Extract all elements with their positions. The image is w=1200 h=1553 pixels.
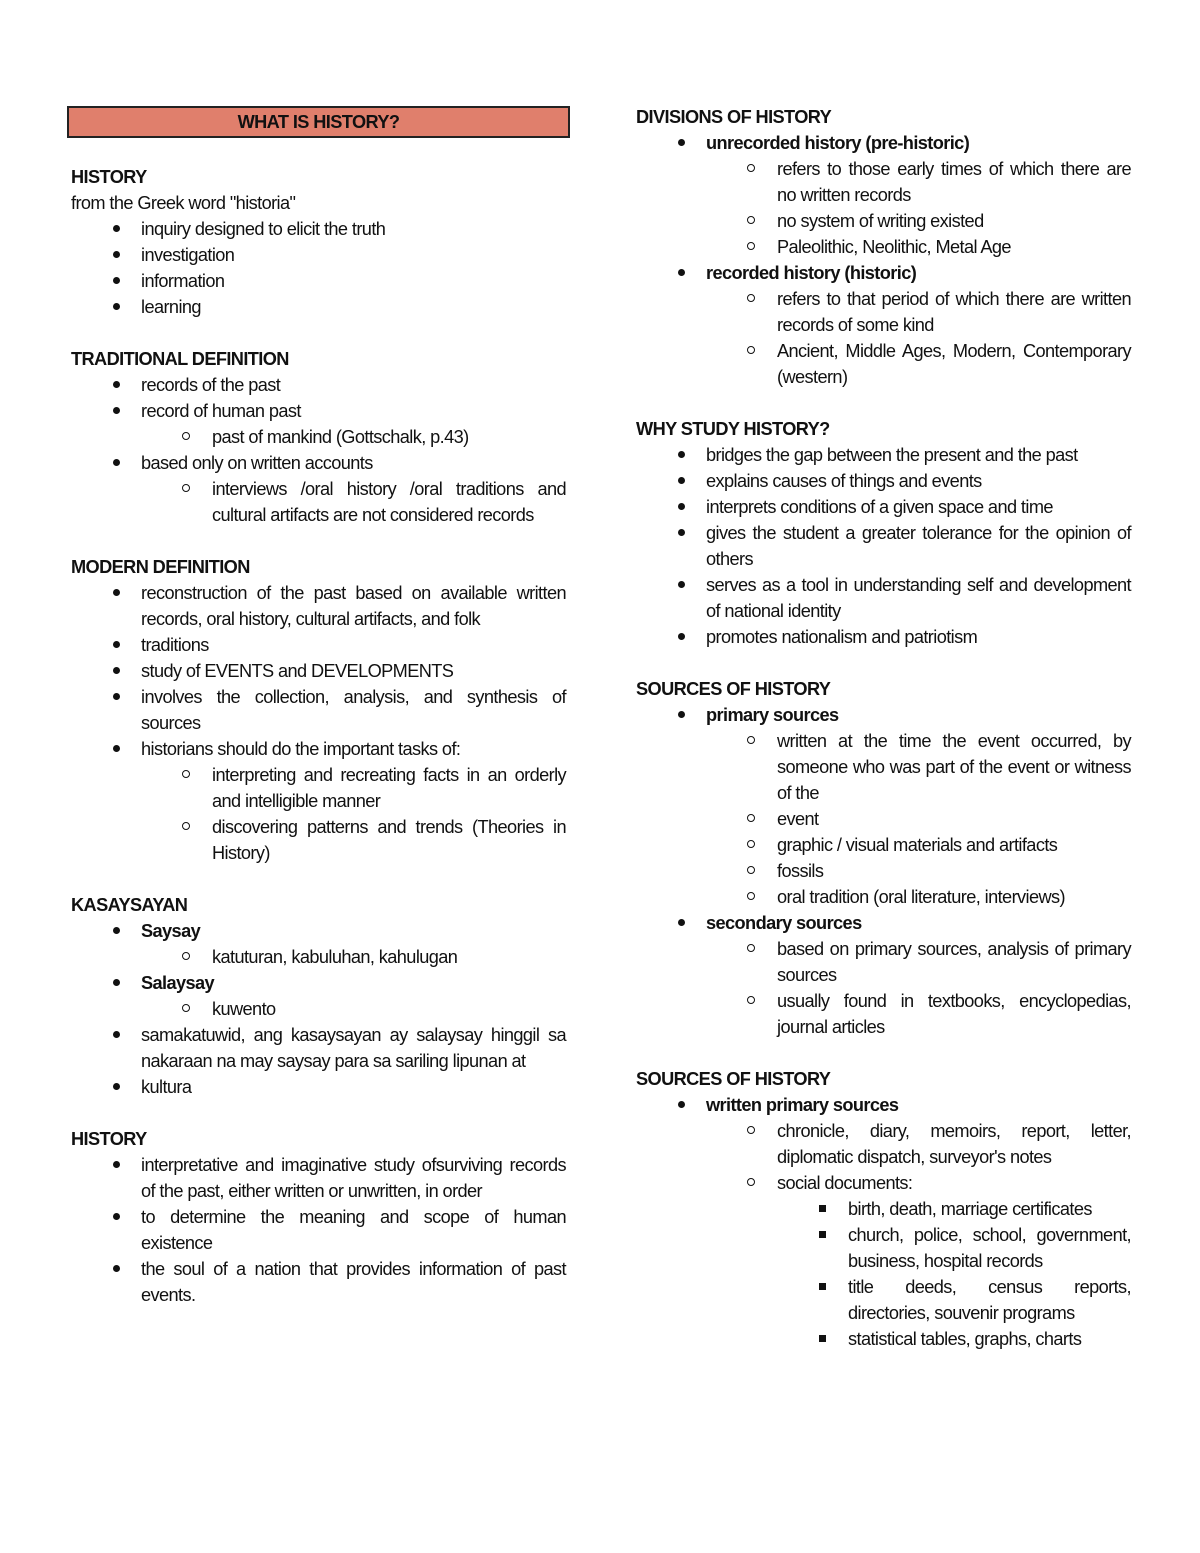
bullet-disc-icon <box>106 242 126 268</box>
bullet-disc-icon <box>671 572 691 598</box>
social-documents-list <box>636 1196 1131 1352</box>
sources2-list <box>636 1092 1131 1118</box>
right-column <box>636 104 1131 1352</box>
history2-list <box>71 1152 566 1308</box>
modern-definition-heading: MODERN DEFINITION <box>71 557 250 577</box>
divisions-heading: DIVISIONS OF HISTORY <box>636 107 832 127</box>
list-item: discovering patterns and trends (Theories in History) <box>71 814 566 866</box>
bullet-circle-icon <box>741 286 761 312</box>
primary-sublist <box>636 728 1131 910</box>
bullet-circle-icon <box>741 806 761 832</box>
list-item: event <box>636 806 1131 832</box>
list-item: inquiry designed to elicit the truth <box>71 216 566 242</box>
list-item: investigation <box>71 242 566 268</box>
list-item: promotes nationalism and patriotism <box>636 624 1131 650</box>
list-item: church, police, school, government, business, hospital records <box>636 1222 1131 1274</box>
list-item: refers to those early times of which there are no written records <box>636 156 1131 208</box>
saysay-sublist <box>71 944 566 970</box>
list-item: kuwento <box>71 996 566 1022</box>
list-item: fossils <box>636 858 1131 884</box>
sources-list <box>636 702 1131 728</box>
list-item: social documents: <box>636 1170 1131 1196</box>
list-item: no system of writing existed <box>636 208 1131 234</box>
bullet-circle-icon <box>176 762 196 788</box>
bullet-disc-icon <box>106 372 126 398</box>
bullet-disc-icon <box>106 632 126 658</box>
sources-heading-2: SOURCES OF HISTORY <box>636 1069 831 1089</box>
bullet-circle-icon <box>741 832 761 858</box>
bullet-circle-icon <box>176 944 196 970</box>
bullet-disc-icon <box>106 1256 126 1282</box>
bullet-circle-icon <box>741 208 761 234</box>
list-item: explains causes of things and events <box>636 468 1131 494</box>
bullet-circle-icon <box>741 338 761 364</box>
list-item: study of EVENTS and DEVELOPMENTS <box>71 658 566 684</box>
bullet-circle-icon <box>176 476 196 502</box>
list-item: recorded history (historic) <box>636 260 1131 286</box>
traditional-definition-heading: TRADITIONAL DEFINITION <box>71 349 289 369</box>
list-item: historians should do the important tasks of: <box>71 736 566 762</box>
bullet-disc-icon <box>106 684 126 710</box>
bullet-circle-icon <box>741 1118 761 1144</box>
left-column <box>71 104 566 1308</box>
bullet-disc-icon <box>106 918 126 944</box>
bullet-disc-icon <box>106 1022 126 1048</box>
bullet-disc-icon <box>671 624 691 650</box>
bullet-circle-icon <box>176 996 196 1022</box>
bullet-disc-icon <box>671 468 691 494</box>
bullet-disc-icon <box>106 658 126 684</box>
bullet-disc-icon <box>671 130 691 156</box>
list-item: traditions <box>71 632 566 658</box>
list-item: records of the past <box>71 372 566 398</box>
bullet-square-icon <box>812 1274 832 1300</box>
list-item: oral tradition (oral literature, interviews) <box>636 884 1131 910</box>
list-item: graphic / visual materials and artifacts <box>636 832 1131 858</box>
bullet-circle-icon <box>176 424 196 450</box>
traditional-sublist <box>71 424 566 450</box>
bullet-circle-icon <box>741 728 761 754</box>
traditional-list <box>71 372 566 424</box>
bullet-disc-icon <box>671 260 691 286</box>
bullet-disc-icon <box>106 1204 126 1230</box>
sources-heading: SOURCES OF HISTORY <box>636 679 831 699</box>
list-item: Ancient, Middle Ages, Modern, Contemporary (western) <box>636 338 1131 390</box>
history-heading: HISTORY <box>71 167 147 187</box>
list-item: learning <box>71 294 566 320</box>
bullet-square-icon <box>812 1196 832 1222</box>
bullet-circle-icon <box>741 884 761 910</box>
modern-tasks-list <box>71 762 566 866</box>
list-item: involves the collection, analysis, and synthesis of sources <box>71 684 566 736</box>
bullet-disc-icon <box>671 702 691 728</box>
list-item: Salaysay <box>71 970 566 996</box>
bullet-disc-icon <box>671 520 691 546</box>
history-list <box>71 216 566 320</box>
kasaysayan-list-3 <box>71 1022 566 1100</box>
list-item: unrecorded history (pre-historic) <box>636 130 1131 156</box>
list-item: Paleolithic, Neolithic, Metal Age <box>636 234 1131 260</box>
unrecorded-sublist <box>636 156 1131 260</box>
list-item: gives the student a greater tolerance for the opinion of others <box>636 520 1131 572</box>
bullet-circle-icon <box>741 858 761 884</box>
bullet-disc-icon <box>106 216 126 242</box>
traditional-sublist-2 <box>71 476 566 528</box>
list-item: interpreting and recreating facts in an orderly and intelligible manner <box>71 762 566 814</box>
list-item: refers to that period of which there are written records of some kind <box>636 286 1131 338</box>
list-item: birth, death, marriage certificates <box>636 1196 1131 1222</box>
modern-list <box>71 580 566 762</box>
bullet-disc-icon <box>671 442 691 468</box>
list-item: past of mankind (Gottschalk, p.43) <box>71 424 566 450</box>
list-item: interviews /oral history /oral traditions and cultural artifacts are not considered records <box>71 476 566 528</box>
list-item: samakatuwid, ang kasaysayan ay salaysay hinggil sa nakaraan na may saysay para sa sariling lipunan at <box>71 1022 566 1074</box>
list-item: written primary sources <box>636 1092 1131 1118</box>
written-sublist <box>636 1118 1131 1196</box>
secondary-sublist <box>636 936 1131 1040</box>
bullet-circle-icon <box>741 988 761 1014</box>
divisions-list-2 <box>636 260 1131 286</box>
sources-list-2 <box>636 910 1131 936</box>
list-item: Saysay <box>71 918 566 944</box>
list-item: interpretative and imaginative study ofsurviving records of the past, either written or unwritten, in order <box>71 1152 566 1204</box>
list-item: based on primary sources, analysis of primary sources <box>636 936 1131 988</box>
bullet-disc-icon <box>106 398 126 424</box>
list-item: interprets conditions of a given space and time <box>636 494 1131 520</box>
bullet-disc-icon <box>106 580 126 606</box>
bullet-disc-icon <box>106 736 126 762</box>
list-item: bridges the gap between the present and the past <box>636 442 1131 468</box>
list-item: serves as a tool in understanding self and development of national identity <box>636 572 1131 624</box>
list-item: written at the time the event occurred, by someone who was part of the event or witness of the <box>636 728 1131 806</box>
list-item: information <box>71 268 566 294</box>
list-item: based only on written accounts <box>71 450 566 476</box>
list-item: secondary sources <box>636 910 1131 936</box>
bullet-disc-icon <box>106 1074 126 1100</box>
traditional-list-cont <box>71 450 566 476</box>
list-item: the soul of a nation that provides information of past events. <box>71 1256 566 1308</box>
history-heading-2: HISTORY <box>71 1129 147 1149</box>
list-item: title deeds, census reports, directories, souvenir programs <box>636 1274 1131 1326</box>
bullet-disc-icon <box>106 450 126 476</box>
why-list <box>636 442 1131 650</box>
list-item: katuturan, kabuluhan, kahulugan <box>71 944 566 970</box>
bullet-circle-icon <box>741 234 761 260</box>
why-study-heading: WHY STUDY HISTORY? <box>636 419 830 439</box>
bullet-circle-icon <box>741 1170 761 1196</box>
bullet-disc-icon <box>106 268 126 294</box>
bullet-circle-icon <box>741 936 761 962</box>
bullet-disc-icon <box>106 294 126 320</box>
bullet-square-icon <box>812 1326 832 1352</box>
bullet-square-icon <box>812 1222 832 1248</box>
history-intro: from the Greek word "historia" <box>71 193 296 213</box>
page-title: WHAT IS HISTORY? <box>67 106 570 138</box>
bullet-circle-icon <box>741 156 761 182</box>
bullet-circle-icon <box>176 814 196 840</box>
bullet-disc-icon <box>671 910 691 936</box>
kasaysayan-heading: KASAYSAYAN <box>71 895 188 915</box>
list-item: to determine the meaning and scope of human existence <box>71 1204 566 1256</box>
recorded-sublist <box>636 286 1131 390</box>
list-item: statistical tables, graphs, charts <box>636 1326 1131 1352</box>
list-item: usually found in textbooks, encyclopedias, journal articles <box>636 988 1131 1040</box>
list-item: primary sources <box>636 702 1131 728</box>
list-item: reconstruction of the past based on available written records, oral history, cultural artifacts, and folk <box>71 580 566 632</box>
kasaysayan-list <box>71 918 566 944</box>
list-item: chronicle, diary, memoirs, report, letter, diplomatic dispatch, surveyor's notes <box>636 1118 1131 1170</box>
bullet-disc-icon <box>106 1152 126 1178</box>
list-item: record of human past <box>71 398 566 424</box>
bullet-disc-icon <box>671 494 691 520</box>
divisions-list <box>636 130 1131 156</box>
list-item: kultura <box>71 1074 566 1100</box>
kasaysayan-list-2 <box>71 970 566 996</box>
bullet-disc-icon <box>671 1092 691 1118</box>
salaysay-sublist <box>71 996 566 1022</box>
bullet-disc-icon <box>106 970 126 996</box>
